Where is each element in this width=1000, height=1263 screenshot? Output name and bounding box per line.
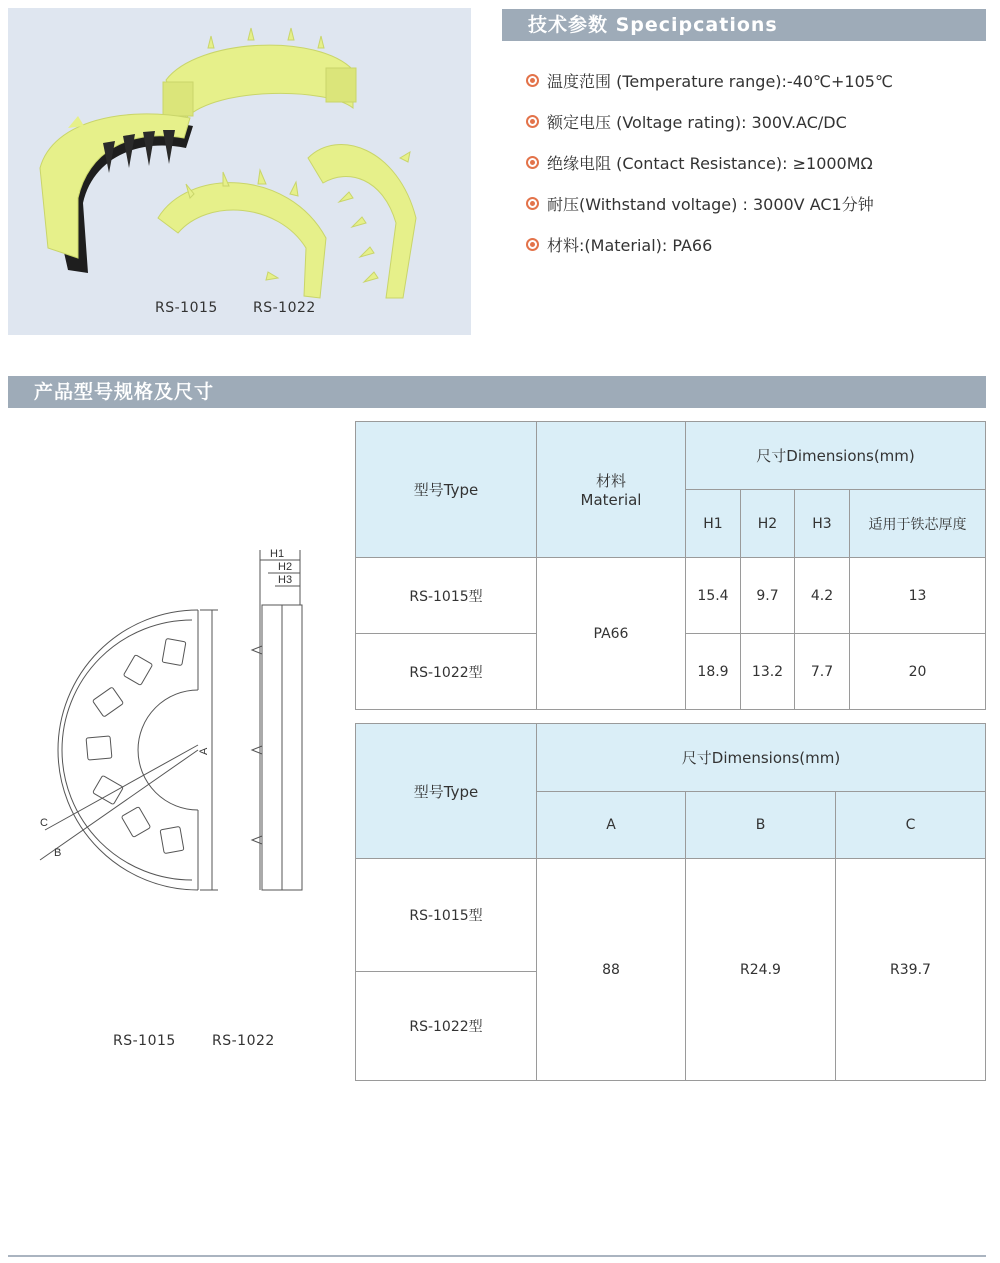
label-h3: H3: [278, 574, 293, 586]
part-right: [308, 145, 416, 299]
drawing-caption-rs1015: RS-1015: [113, 1033, 176, 1049]
material-header: [537, 422, 686, 558]
h1-cell: 15.4: [686, 558, 741, 634]
part-top: [163, 28, 356, 118]
bullet-icon: [526, 74, 539, 87]
type-cell: RS-1022型: [356, 972, 537, 1081]
spec-item-resistance: 绝缘电阻 (Contact Resistance): ≥1000MΩ: [547, 154, 873, 173]
footer-divider: [8, 1255, 986, 1257]
product-photo: [8, 8, 471, 335]
spec-item: [526, 224, 986, 265]
c-cell: R39.7: [836, 859, 986, 1081]
spec-item-withstand: 耐压(Withstand voltage) : 3000V AC1分钟: [547, 195, 874, 214]
dimensions-table-abc: [355, 723, 986, 1081]
material-header-en: Material: [580, 491, 642, 509]
spec-item: [526, 142, 986, 183]
col-a: A: [537, 792, 686, 859]
material-cell: PA66: [537, 558, 686, 710]
h3-cell: 4.2: [795, 558, 850, 634]
h3-cell: 7.7: [795, 634, 850, 710]
dimensions-table-h: [355, 421, 986, 710]
col-h3: H3: [795, 490, 850, 558]
spec-item: [526, 60, 986, 101]
bullet-icon: [526, 197, 539, 210]
bullet-icon: [526, 156, 539, 169]
product-section-header: 产品型号规格及尺寸: [8, 376, 986, 408]
col-c: C: [836, 792, 986, 859]
h2-cell: 9.7: [741, 558, 795, 634]
b-cell: R24.9: [686, 859, 836, 1081]
a-cell: 88: [537, 859, 686, 1081]
part-left: [40, 114, 193, 273]
product-photo-illustration: [8, 8, 471, 335]
dimensions-header: 尺寸Dimensions(mm): [537, 724, 986, 792]
type-cell: RS-1015型: [356, 859, 537, 972]
label-b: B: [54, 847, 62, 859]
type-header: 型号Type: [356, 724, 537, 859]
technical-drawing: [20, 540, 320, 900]
spec-item: [526, 101, 986, 142]
photo-caption-rs1015: RS-1015: [155, 300, 218, 316]
spec-item: [526, 183, 986, 224]
core-thickness-cell: 20: [850, 634, 986, 710]
core-thickness-cell: 13: [850, 558, 986, 634]
table-row: [356, 558, 986, 634]
spec-item-material: 材料:(Material): PA66: [547, 236, 713, 255]
type-cell: RS-1015型: [356, 558, 537, 634]
table-row: [356, 859, 986, 972]
col-h2: H2: [741, 490, 795, 558]
part-middle: [158, 170, 326, 298]
dimensions-header: 尺寸Dimensions(mm): [686, 422, 986, 490]
label-h2: H2: [278, 561, 293, 573]
material-header-cn: 材料: [595, 472, 626, 490]
label-c: C: [40, 817, 48, 829]
col-b: B: [686, 792, 836, 859]
spec-item-temperature: 温度范围 (Temperature range):-40℃+105℃: [547, 72, 893, 91]
photo-caption-rs1022: RS-1022: [253, 300, 316, 316]
type-cell: RS-1022型: [356, 634, 537, 710]
h1-cell: 18.9: [686, 634, 741, 710]
specs-section-header: 技术参数 Specipcations: [502, 9, 986, 41]
drawing-caption-rs1022: RS-1022: [212, 1033, 275, 1049]
col-h1: H1: [686, 490, 741, 558]
h2-cell: 13.2: [741, 634, 795, 710]
spec-item-voltage: 额定电压 (Voltage rating): 300V.AC/DC: [547, 113, 847, 132]
type-header: 型号Type: [356, 422, 537, 558]
label-a: A: [198, 747, 210, 755]
bullet-icon: [526, 115, 539, 128]
bullet-icon: [526, 238, 539, 251]
spec-list: [526, 60, 986, 265]
col-core-thickness: 适用于铁芯厚度: [850, 490, 986, 558]
label-h1: H1: [270, 548, 285, 560]
